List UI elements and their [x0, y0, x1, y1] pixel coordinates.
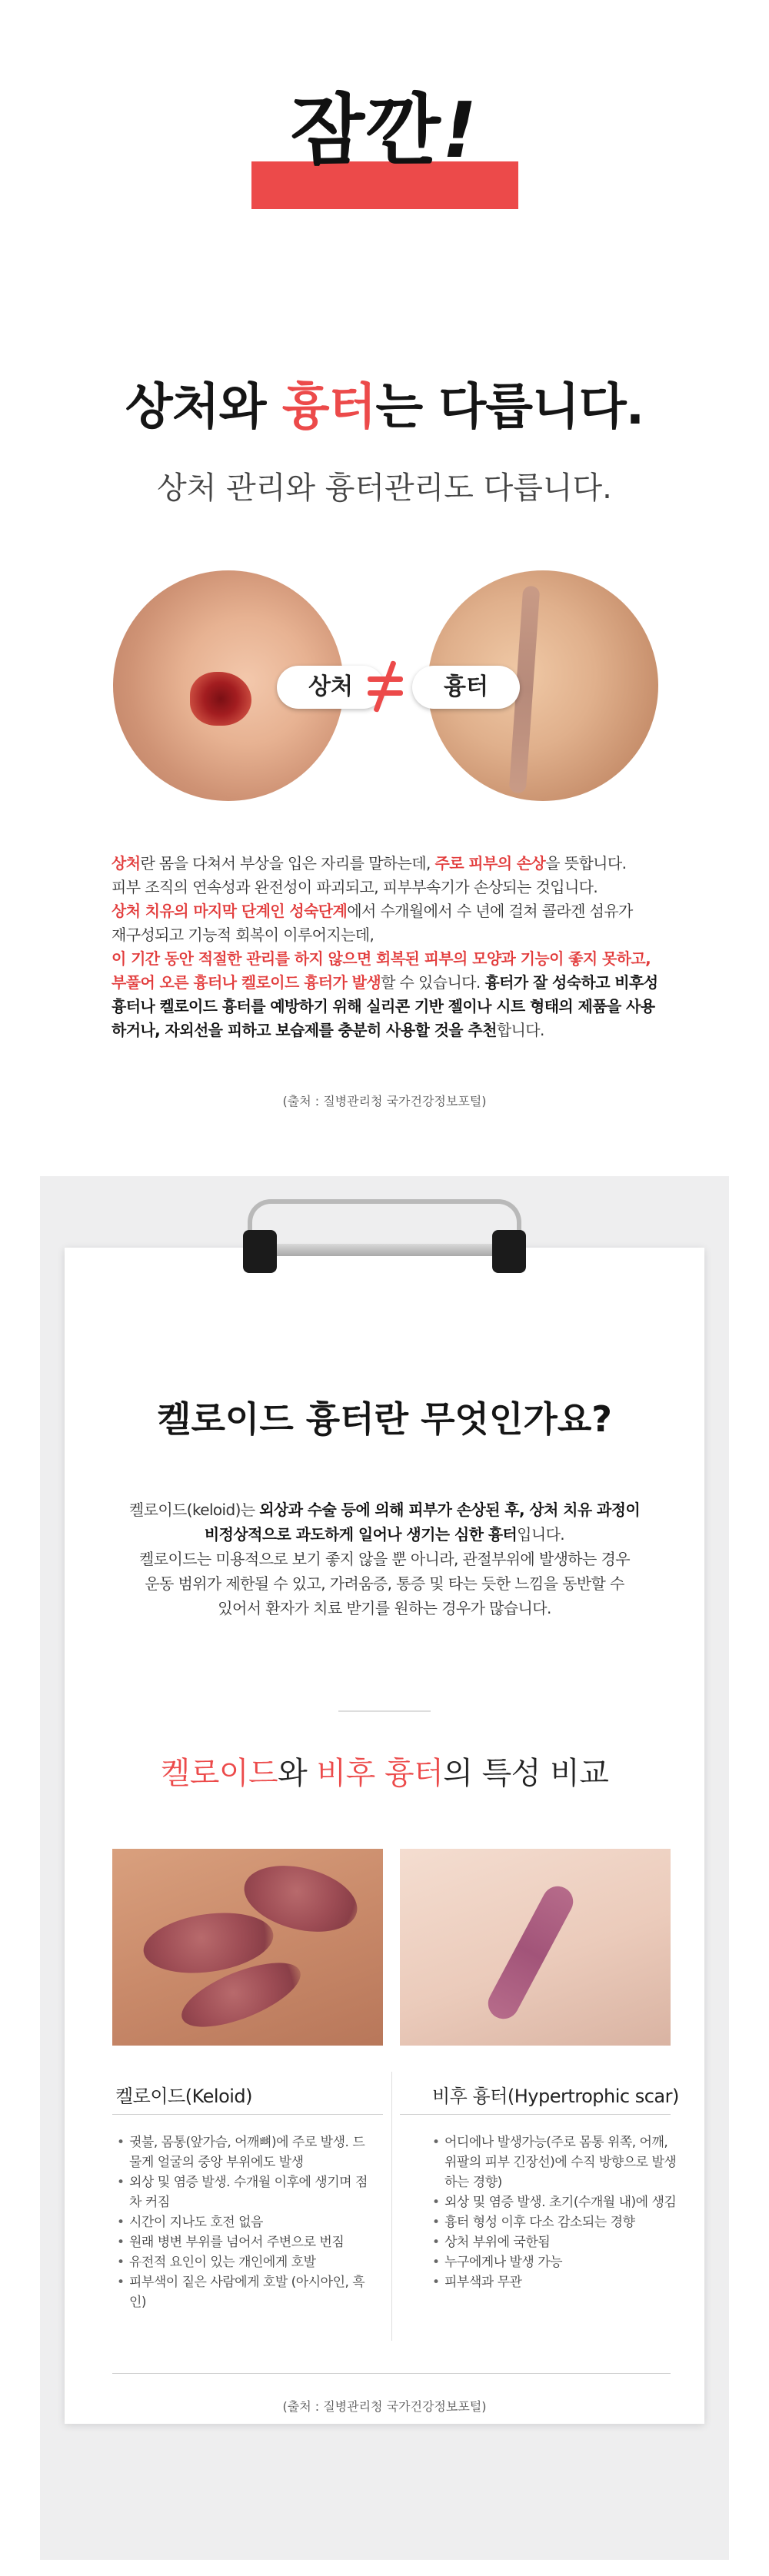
- keloid-bold: 외상과 수술 등에 의해 피부가 손상된 후, 상처 치유 과정이: [259, 1501, 641, 1519]
- header-title-text: 잠깐: [290, 85, 442, 175]
- header-exclaim: !: [441, 85, 479, 175]
- intro-bold: 흉터가 잘 성숙하고 비후성: [484, 973, 658, 992]
- keloid-characteristics: [115, 2132, 377, 2312]
- intro-text: 란 몸을 다쳐서 부상을 입은 자리를 말하는데,: [140, 854, 435, 873]
- keloid-text: 입니다.: [517, 1525, 565, 1544]
- hypertrophic-column-title: 비후 흉터(Hypertrophic scar): [432, 2086, 679, 2107]
- column-rule: [400, 2114, 671, 2115]
- clipboard-clip-left: [243, 1230, 277, 1273]
- intro-red: 상처 치유의 마지막 단계인 성숙단계: [112, 902, 348, 920]
- list-item: • 시간이 지나도 호전 없음: [115, 2212, 377, 2232]
- keloid-text: 운동 범위가 제한될 수 있고, 가려움증, 통증 및 타는 듯한 느낌을 동반할 수: [145, 1574, 624, 1593]
- keloid-text: 있어서 환자가 치료 받기를 원하는 경우가 많습니다.: [218, 1599, 551, 1617]
- keloid-text: 켈로이드는 미용적으로 보기 좋지 않을 뿐 아니라, 관절부위에 발생하는 경우: [139, 1550, 630, 1568]
- list-item: • 외상 및 염증 발생. 수개월 이후에 생기며 점차 커짐: [115, 2172, 377, 2212]
- list-item: • 흉터 형성 이후 다소 감소되는 경향: [431, 2212, 677, 2232]
- headline-highlight: 흉터: [281, 379, 376, 436]
- scar-label: 흉터: [412, 666, 520, 709]
- comparison-title: [0, 1749, 769, 1793]
- list-item: • 상처 부위에 국한됨: [431, 2232, 677, 2252]
- bottom-rule: [112, 2373, 671, 2374]
- keloid-photo: [112, 1849, 383, 2046]
- wound-label: 상처: [277, 666, 384, 709]
- wound-mark: [190, 672, 251, 726]
- comparison-title-text: 의 특성 비교: [443, 1756, 609, 1791]
- subheadline: 상처 관리와 흉터관리도 다릅니다.: [157, 470, 612, 506]
- headline: [0, 367, 769, 438]
- intro-red: 부풀어 오른 흉터나 켈로이드 흉터가 발생: [112, 973, 381, 992]
- comparison-title-red: 비후 흉터: [316, 1756, 444, 1791]
- list-item: • 피부색이 짙은 사람에게 호발 (아시아인, 흑인): [115, 2272, 377, 2312]
- list-item: • 누구에게나 발생 가능: [431, 2252, 677, 2272]
- intro-paragraph: [112, 852, 673, 1042]
- header-title: [0, 85, 769, 175]
- keloid-bold: 비정상적으로 과도하게 일어나 생기는 심한 흉터: [204, 1525, 518, 1544]
- intro-text: 재구성되고 기능적 회복이 이루어지는데,: [112, 926, 375, 944]
- intro-text: 피부 조직의 연속성과 완전성이 파괴되고, 피부부속기가 손상되는 것입니다.: [112, 878, 598, 896]
- keloid-column-title: 켈로이드(Keloid): [115, 2086, 253, 2107]
- list-item: • 외상 및 염증 발생. 초기(수개월 내)에 생김: [431, 2192, 677, 2212]
- headline-part2: 는 다릅니다.: [375, 379, 644, 436]
- not-equal-icon: [368, 655, 403, 716]
- section-divider: [338, 1710, 431, 1712]
- column-separator: [391, 2072, 392, 2341]
- intro-red: 상처: [112, 854, 141, 873]
- intro-bold: 하거나, 자외선을 피하고 보습제를 충분히 사용할 것을 추천: [112, 1021, 497, 1039]
- keloid-section-title: 켈로이드 흉터란 무엇인가요?: [157, 1398, 612, 1440]
- comparison-title-text: 와: [278, 1756, 317, 1791]
- intro-red: 이 기간 동안 적절한 관리를 하지 않으면 회복된 피부의 모양과 기능이 좋지 못하고,: [112, 949, 651, 968]
- intro-text: 합니다.: [496, 1021, 544, 1039]
- intro-text: 에서 수개월에서 수 년에 걸쳐 콜라겐 섬유가: [347, 902, 633, 920]
- keloid-description: [92, 1497, 677, 1620]
- list-item: • 원래 병변 부위를 넘어서 주변으로 번짐: [115, 2232, 377, 2252]
- intro-red: 주로 피부의 손상: [434, 854, 546, 873]
- headline-part1: 상처와: [125, 379, 282, 436]
- hypertrophic-scar-photo: [400, 1849, 671, 2046]
- list-item: • 귓불, 몸통(앞가슴, 어깨뼈)에 주로 발생. 드물게 얼굴의 중앙 부위에도 발생: [115, 2132, 377, 2172]
- clipboard-clip-right: [492, 1230, 526, 1273]
- hypertrophic-scar-lesion: [483, 1881, 579, 2025]
- intro-text: 을 뜻합니다.: [545, 854, 627, 873]
- list-item: • 어디에나 발생가능(주로 몸통 위쪽, 어깨, 위팔의 피부 긴장선)에 수직 방향으로 발생하는 경향): [431, 2132, 677, 2192]
- intro-bold: 흉터나 켈로이드 흉터를 예방하기 위해 실리콘 기반 젤이나 시트 형태의 제품을 사용: [112, 997, 655, 1015]
- source-note-2: (출처 : 질병관리청 국가건강정보포털): [282, 2399, 487, 2414]
- keloid-text: 켈로이드(keloid)는: [128, 1501, 260, 1519]
- source-note: (출처 : 질병관리청 국가건강정보포털): [282, 1094, 487, 1109]
- clipboard-clip-bar: [243, 1244, 526, 1256]
- column-rule: [112, 2114, 383, 2115]
- intro-text: 할 수 있습니다.: [381, 973, 485, 992]
- comparison-title-red: 켈로이드: [160, 1756, 278, 1791]
- hypertrophic-characteristics: [431, 2132, 677, 2292]
- list-item: • 피부색과 무관: [431, 2272, 677, 2292]
- list-item: • 유전적 요인이 있는 개인에게 호발: [115, 2252, 377, 2272]
